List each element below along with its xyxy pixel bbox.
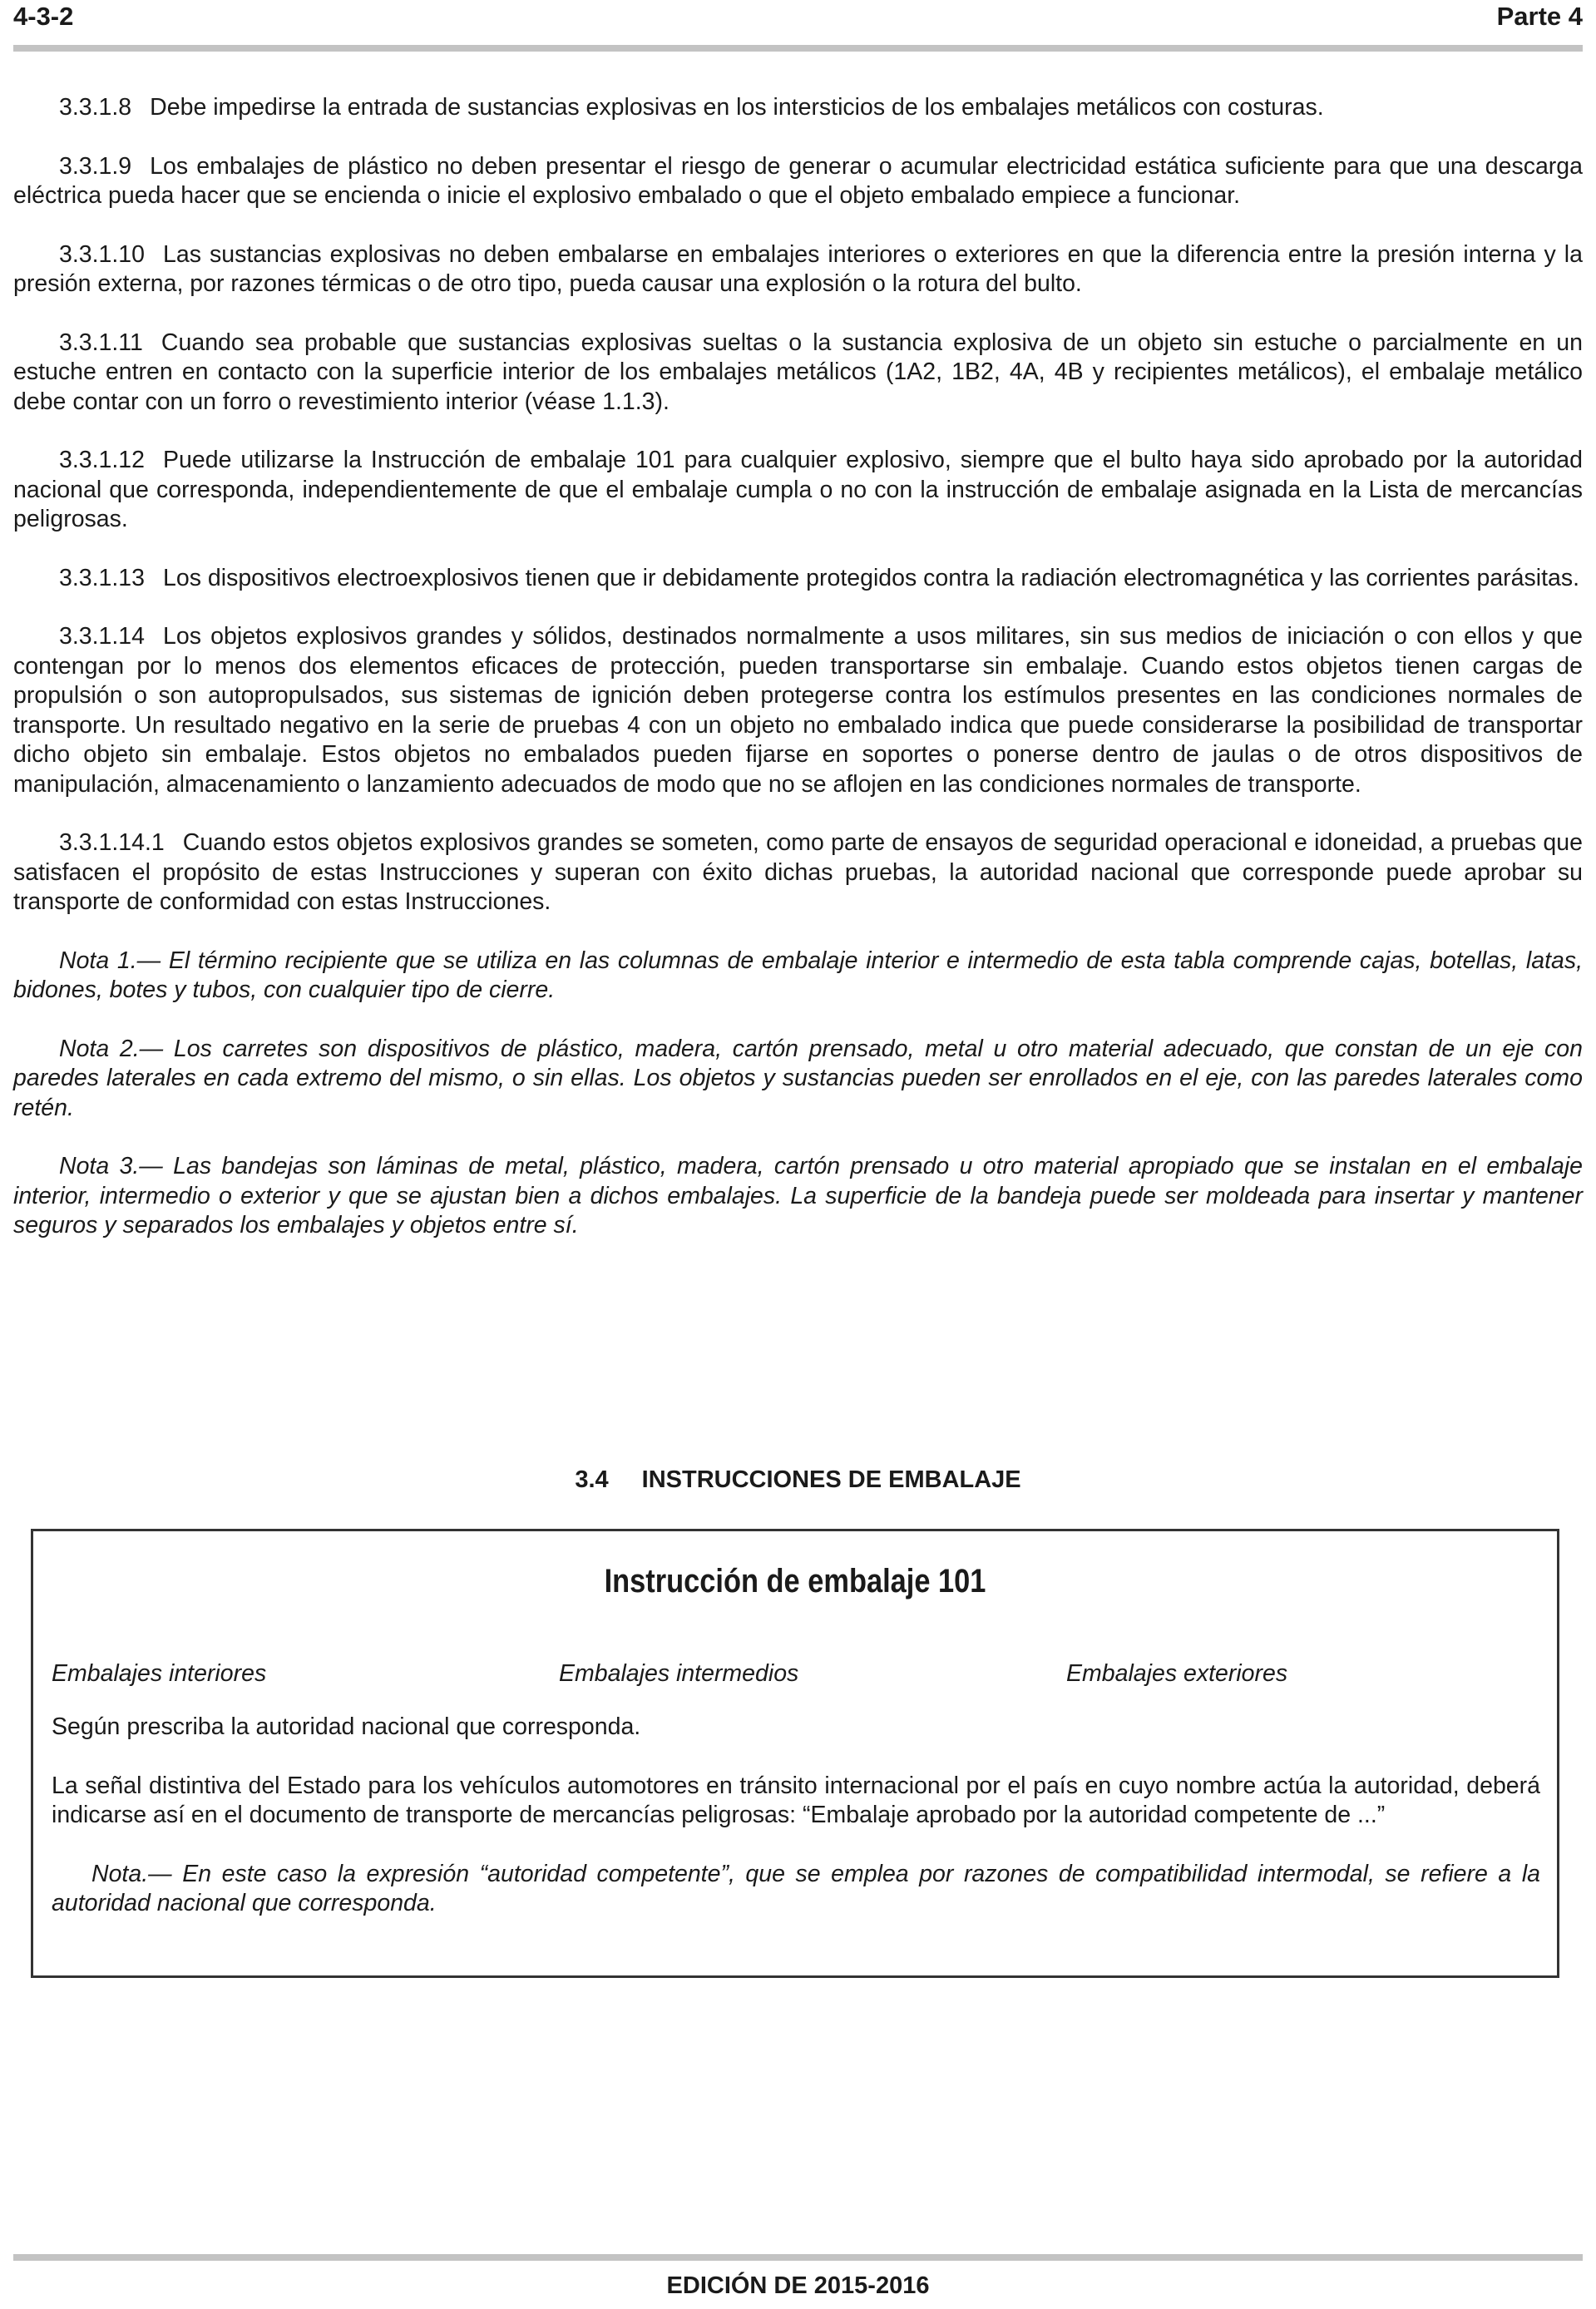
section-heading bbox=[13, 1466, 1583, 1494]
packing-instruction-box bbox=[31, 1529, 1559, 1978]
note-1 bbox=[13, 947, 1583, 1006]
box-note bbox=[52, 1860, 1540, 1919]
note-label: Nota 1.— bbox=[59, 947, 161, 974]
packing-instruction-text bbox=[52, 1713, 1540, 1948]
paragraph-3-3-1-11 bbox=[13, 329, 1583, 418]
paragraph-text: Puede utilizarse la Instrucción de embalaje 101 para cualquier explosivo, siempre que el bulto haya sido aprobado por la autoridad nacional que corresponda, independientemente de que el embalaje cumpla o no con la instrucción de embalaje asignada en la Lista de mercancías peligrosas. bbox=[13, 447, 1583, 532]
paragraph-number: 3.3.1.14 bbox=[59, 623, 146, 650]
note-text: El término recipiente que se utiliza en las columnas de embalaje interior e intermedio de esta tabla comprende cajas, botellas, latas, bidones, botes y tubos, con cualquier tipo de cierre. bbox=[13, 947, 1584, 1003]
paragraph-number: 3.3.1.9 bbox=[59, 152, 132, 180]
paragraph-3-3-1-14 bbox=[13, 622, 1583, 799]
note-text: Los carretes son dispositivos de plástico, madera, cartón prensado, metal u otro material adecuado, que constan de un eje con paredes laterales en cada extremo del mismo, o sin ellas. Los objetos y sustancias pueden ser enrollados en el eje, con las paredes laterales como retén. bbox=[13, 1035, 1583, 1121]
paragraph-3-3-1-13 bbox=[13, 564, 1583, 594]
note-text: Las bandejas son láminas de metal, plástico, madera, cartón prensado u otro material apropiado que se instalan en el embalaje interior, intermedio o exterior y que se ajustan bien a dichos embalajes. La superficie de la bandeja puede ser moldeada para insertar y mantener seguros y separados los embalajes y objetos entre sí. bbox=[13, 1153, 1583, 1239]
section-number: 3.4 bbox=[575, 1466, 609, 1493]
col-inner-packagings: Embalajes interiores bbox=[52, 1660, 267, 1687]
paragraph-3-3-1-14-1 bbox=[13, 828, 1583, 917]
note-label: Nota 2.— bbox=[59, 1035, 164, 1062]
note-2 bbox=[13, 1035, 1583, 1124]
paragraph-number: 3.3.1.12 bbox=[59, 447, 146, 473]
box-note-text: En este caso la expresión “autoridad competente”, que se emplea por razones de compatibilidad intermodal, se refiere a la autoridad nacional que corresponda. bbox=[52, 1860, 1540, 1916]
paragraph-3-3-1-10 bbox=[13, 240, 1583, 299]
box-line-2: La señal distintiva del Estado para los vehículos automotores en tránsito internacional por el país en cuyo nombre actúa la autoridad, deberá indicarse así en el documento de transporte de mercancías peligrosas: “Embalaje aprobado por la autoridad competente de ...” bbox=[52, 1772, 1540, 1828]
document-body bbox=[13, 93, 1583, 1270]
document-page bbox=[13, 0, 1583, 2309]
paragraph-number: 3.3.1.14.1 bbox=[59, 829, 165, 856]
part-label: Parte 4 bbox=[1496, 2, 1583, 31]
paragraph-number: 3.3.1.10 bbox=[59, 240, 146, 268]
section-title: INSTRUCCIONES DE EMBALAJE bbox=[641, 1466, 1021, 1493]
paragraph-text: Los objetos explosivos grandes y sólidos, destinados normalmente a usos militares, sin sus medios de iniciación o con ellos y que contengan por lo menos dos elementos eficaces de protección, pueden transportarse sin embalaje. Cuando estos objetos tienen cargas de propulsión o son autopropulsados, sus sistemas de ignición deben protegerse contra los estímulos presentes en las condiciones normales de transporte. Un resultado negativo en la serie de pruebas 4 con un objeto no embalado indica que puede considerarse la posibilidad de transportar dicho objeto sin embalaje. Estos objetos no embalados pueden fijarse en soportes o ponerse dentro de jaulas o de otros dispositivos de manipulación, almacenamiento o lanzamiento adecuados de modo que no se aflojen en las condiciones normales de transporte. bbox=[13, 623, 1583, 798]
paragraph-text: Las sustancias explosivas no deben embalarse en embalajes interiores o exteriores en que la diferencia entre la presión interna y la presión externa, por razones térmicas o de otro tipo, pueda causar una explosión o la rotura del bulto. bbox=[13, 240, 1583, 297]
box-note-label: Nota.— bbox=[91, 1860, 172, 1887]
packaging-columns bbox=[52, 1660, 1540, 1693]
paragraph-3-3-1-9 bbox=[13, 152, 1583, 211]
note-label: Nota 3.— bbox=[59, 1153, 163, 1179]
paragraph-text: Cuando estos objetos explosivos grandes se someten, como parte de ensayos de seguridad operacional e idoneidad, a pruebas que satisfacen el propósito de estas Instrucciones y superan con éxito dichas pruebas, la autoridad nacional que corresponde puede aprobar su transporte de conformidad con estas Instrucciones. bbox=[13, 829, 1583, 915]
paragraph-text: Cuando sea probable que sustancias explosivas sueltas o la sustancia explosiva de un objeto sin estuche o parcialmente en un estuche entren en contacto con la superficie interior de los embalajes metálicos (1A2, 1B2, 4A, 4B y recipientes metálicos), el embalaje metálico debe contar con un forro o revestimiento interior (véase 1.1.3). bbox=[13, 329, 1583, 415]
footer-rule bbox=[13, 2254, 1583, 2261]
paragraph-text: Los dispositivos electroexplosivos tienen que ir debidamente protegidos contra la radiación electromagnética y las corrientes parásitas. bbox=[163, 564, 1580, 591]
packing-instruction-title: Instrucción de embalaje 101 bbox=[604, 1563, 986, 1599]
paragraph-text: Los embalajes de plástico no deben presentar el riesgo de generar o acumular electricidad estática suficiente para que una descarga eléctrica pueda hacer que se encienda o inicie el explosivo embalado o que el objeto embalado empiece a funcionar. bbox=[13, 152, 1583, 209]
page-header bbox=[13, 2, 1583, 35]
paragraph-number: 3.3.1.11 bbox=[59, 329, 143, 356]
paragraph-number: 3.3.1.8 bbox=[59, 94, 132, 121]
paragraph-text: Debe impedirse la entrada de sustancias explosivas en los intersticios de los embalajes metálicos con costuras. bbox=[150, 94, 1324, 121]
paragraph-number: 3.3.1.13 bbox=[59, 564, 146, 591]
paragraph-3-3-1-8 bbox=[13, 93, 1583, 123]
paragraph-3-3-1-12 bbox=[13, 446, 1583, 535]
col-outer-packagings: Embalajes exteriores bbox=[1066, 1660, 1288, 1687]
header-rule bbox=[13, 45, 1583, 52]
page-number: 4-3-2 bbox=[13, 2, 74, 31]
note-3 bbox=[13, 1152, 1583, 1241]
col-intermediate-packagings: Embalajes intermedios bbox=[559, 1660, 799, 1687]
box-line-1: Según prescriba la autoridad nacional que corresponda. bbox=[52, 1713, 641, 1740]
edition-footer: EDICIÓN DE 2015-2016 bbox=[666, 2272, 930, 2299]
